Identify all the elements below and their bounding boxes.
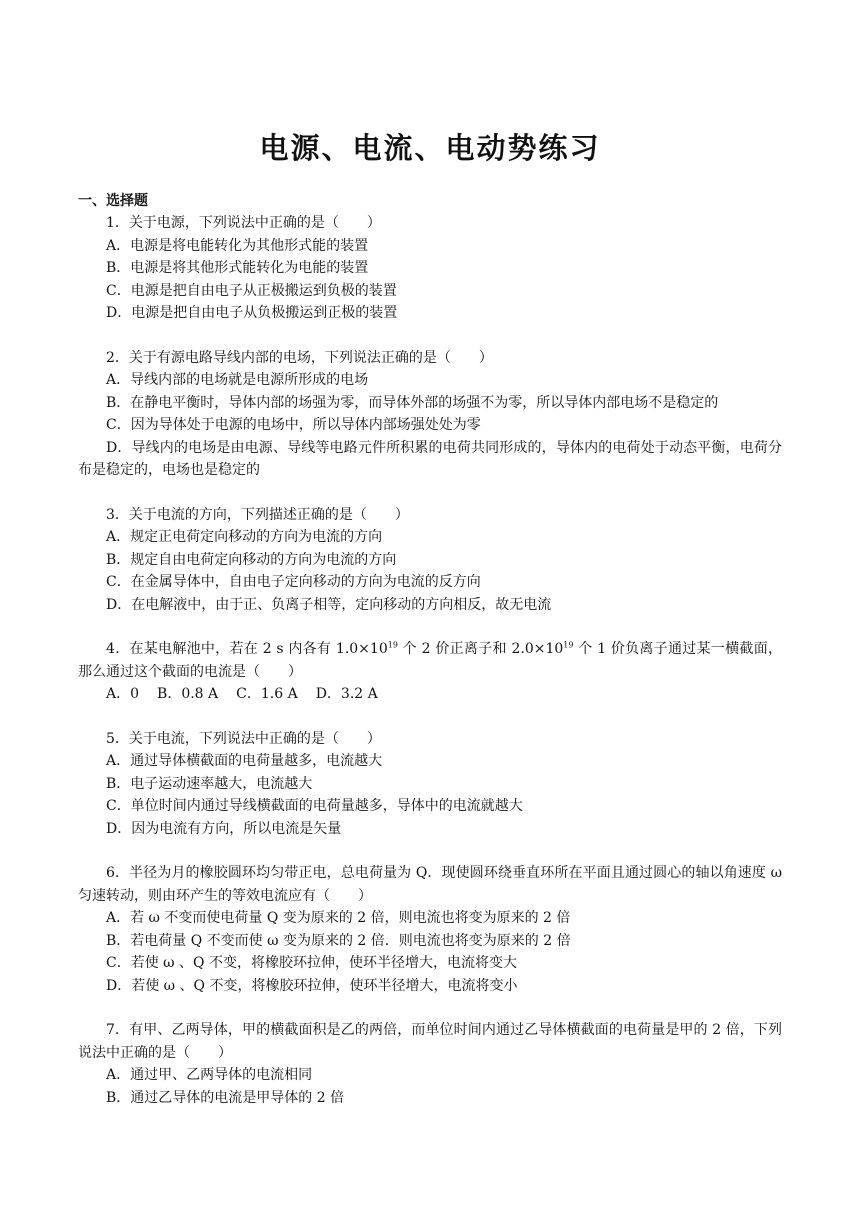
question-3 [78,504,782,617]
question-stem: 7．有甲、乙两导体，甲的横截面积是乙的两倍，而单位时间内通过乙导体横截面的电荷量是甲的 2 倍，下列说法中正确的是（ ） [78,1022,782,1061]
option-a: A．规定正电荷定向移动的方向为电流的方向 [106,529,383,545]
stem-part: 个 2 价正离子和 2.0×10 [397,641,564,657]
question-7 [78,1019,782,1109]
option-a: A．通过导体横截面的电荷量越多，电流越大 [106,753,383,769]
option-c: C．1.6 A [236,686,298,702]
option-c: C．在金属导体中，自由电子定向移动的方向为电流的反方向 [106,574,481,590]
question-stem: 1．关于电源，下列说法中正确的是（ ） [106,215,381,231]
question-4 [78,638,782,706]
option-d: D．3.2 A [315,686,378,702]
exponent: 19 [563,640,574,650]
option-c: C．单位时间内通过导线横截面的电荷量越多，导体中的电流就越大 [106,798,523,814]
option-b: B．若电荷量 Q 不变而使 ω 变为原来的 2 倍．则电流也将变为原来的 2 倍 [106,932,571,949]
option-c: C．电源是把自由电子从正极搬运到负极的装置 [106,282,397,299]
option-a: A．若 ω 不变而使电荷量 Q 变为原来的 2 倍，则电流也将变为原来的 2 倍 [106,910,571,926]
question-stem: 2．关于有源电路导线内部的电场，下列说法正确的是（ ） [106,349,493,366]
option-b: B．通过乙导体的电流是甲导体的 2 倍 [106,1089,345,1106]
option-a: A．0 [106,686,140,702]
option-d: D．若使 ω 、Q 不变，将橡胶环拉伸，使环半径增大，电流将变小 [106,977,518,994]
question-list [78,212,782,1131]
option-d: D．因为电流有方向，所以电流是矢量 [106,820,342,837]
question-stem [78,638,782,683]
option-a: A．电源是将电能转化为其他形式能的装置 [106,237,369,254]
stem-part: 4．在某电解池中，若在 2 s 内各有 1.0×10 [106,641,388,657]
option-d: D．电源是把自由电子从负极搬运到正极的装置 [106,305,398,321]
option-b: B．0.8 A [157,686,219,702]
option-row [78,683,782,706]
section-heading: 一、选择题 [78,193,148,209]
option-b: B．电子运动速率越大，电流越大 [106,775,313,792]
option-d: D．在电解液中，由于正、负离子相等，定向移动的方向相反，故无电流 [106,596,552,613]
option-b: B．在静电平衡时，导体内部的场强为零，而导体外部的场强不为零，所以导体内部电场不是稳定的 [106,394,719,411]
exponent: 19 [387,640,398,650]
question-stem: 3．关于电流的方向，下列描述正确的是（ ） [106,506,409,523]
option-b: B．电源是将其他形式能转化为电能的装置 [106,260,369,276]
question-1 [78,212,782,325]
question-stem: 6．半径为月的橡胶圆环均匀带正电，总电荷量为 Q．现使圆环绕垂直环所在平面且通过圆心的轴以角速度 ω 匀速转动，则由环产生的等效电流应有（ ） [78,865,782,904]
stem-part: 个 1 价负离子通过某一横截面，那么通过这个截面的电流是（ ） [78,641,782,680]
option-c: C．因为导体处于电源的电场中，所以导体内部场强处处为零 [106,417,481,433]
option-c: C．若使 ω 、Q 不变，将橡胶环拉伸，使环半径增大，电流将变大 [106,955,517,971]
option-b: B．规定自由电荷定向移动的方向为电流的方向 [106,551,397,568]
option-a: A．导线内部的电场就是电源所形成的电场 [106,372,369,388]
question-5 [78,728,782,841]
question-6 [78,862,782,997]
option-d: D．导线内的电场是由电源、导线等电路元件所积累的电荷共同形成的，导体内的电荷处于动态平衡，电荷分布是稳定的，电场也是稳定的 [78,439,782,478]
option-a: A．通过甲、乙两导体的电流相同 [106,1067,313,1083]
question-2 [78,347,782,482]
page-title: 电源、电流、电动势练习 [259,131,601,165]
question-stem: 5．关于电流，下列说法中正确的是（ ） [106,730,381,747]
